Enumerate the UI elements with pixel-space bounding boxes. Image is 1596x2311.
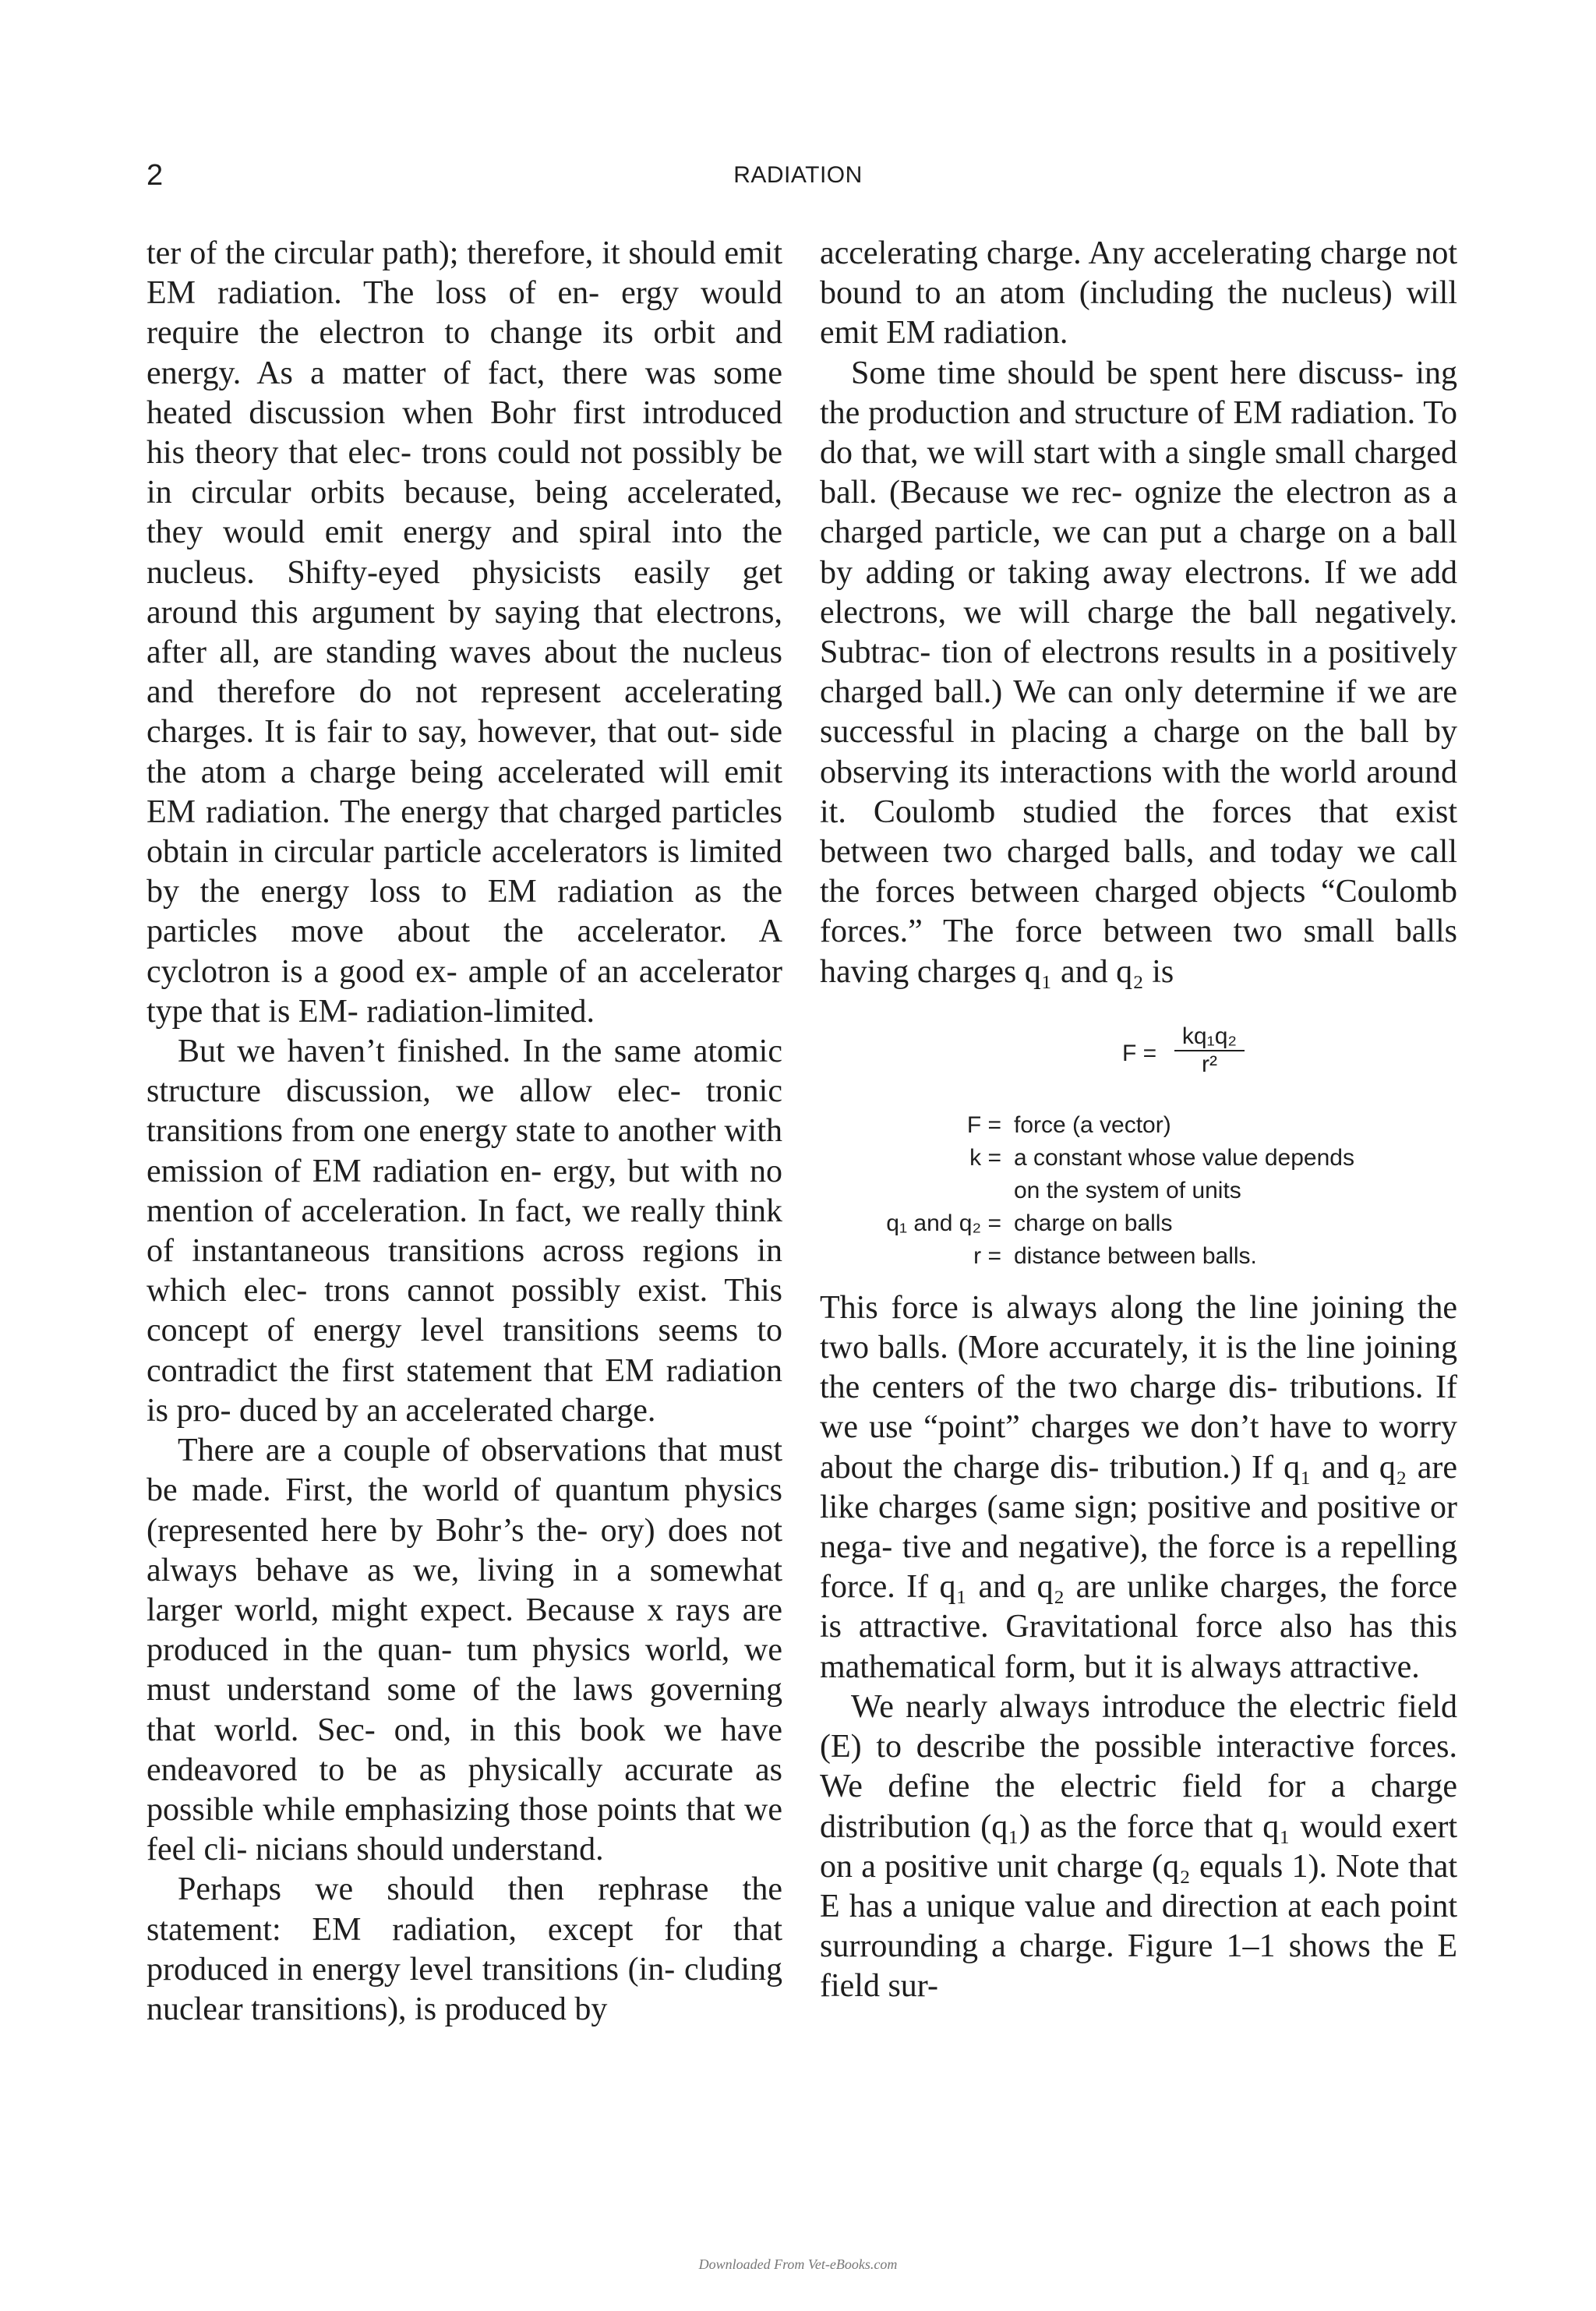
text-line: energy level transitions seems to contradict — [147, 1313, 783, 1389]
text-line: tronic transitions from one energy state to — [147, 1073, 782, 1150]
text-line: ergy, but with no mention of acceleration. — [147, 1153, 783, 1229]
text-line: tion of electrons results in a positively — [941, 634, 1458, 671]
paragraph — [820, 234, 1457, 354]
text-line: emphasizing those points that we feel cli- — [147, 1791, 782, 1868]
text-line: charged particles obtain in circular particle — [147, 793, 783, 871]
text-line: would exert on a positive unit charge (q₂ — [820, 1808, 1457, 1885]
text-line: charges. It is fair to say, however, that out- — [147, 714, 720, 751]
text-line: statement: EM radiation, except for that — [147, 1911, 782, 1948]
text-line: another with emission of EM radiation en- — [147, 1113, 783, 1189]
text-line: EM radiation as the particles move about — [147, 874, 783, 950]
text-line: the first statement that EM radiation is pro- — [147, 1352, 782, 1429]
definition-description: force (a vector) — [1014, 1111, 1171, 1138]
text-line: This force is always along the line joining — [820, 1289, 1404, 1326]
text-line: nucleus) will emit EM radiation. — [820, 275, 1457, 352]
text-line: cluding nuclear transitions), is produced by — [147, 1951, 782, 2027]
text-line: force. If q₁ and q₂ are unlike charges, the — [820, 1569, 1379, 1606]
paragraph — [820, 1288, 1457, 1687]
left-column — [147, 234, 782, 2030]
definition-term: r = — [973, 1242, 1001, 1269]
text-line: there was some heated discussion when — [147, 355, 782, 431]
text-line: equals 1). Note that E has a unique value — [820, 1848, 1457, 1924]
text-line: charged objects “Coulomb forces.” The — [820, 874, 1457, 950]
coulomb-formula — [820, 992, 1457, 1094]
running-head: RADIATION — [733, 162, 863, 188]
text-line: force between two small balls having — [820, 913, 1458, 990]
definition-term: F = — [966, 1111, 1001, 1138]
text-line: forces that exist between two charged balls, — [820, 793, 1458, 871]
definition-description: on the system of units — [1014, 1177, 1241, 1203]
text-line: (same sign; positive and positive or nega- — [820, 1489, 1457, 1566]
formula-fraction — [1174, 1023, 1245, 1078]
text-line: charged ball.) We can only determine if we — [820, 674, 1407, 711]
text-line: some of the laws governing that world. Sec- — [147, 1672, 782, 1748]
text-line: must be made. First, the world of quantum — [147, 1433, 783, 1509]
text-line: world around it. Coulomb studied the — [820, 754, 1457, 830]
text-line: emit energy and spiral into the nucleus. — [147, 514, 782, 591]
text-line: will emit EM radiation. The energy that — [147, 754, 782, 830]
text-line: We nearly always introduce the electric — [851, 1688, 1386, 1725]
formula-denominator: r² — [1202, 1051, 1217, 1077]
text-line: ter of the circular path); therefore, it — [147, 235, 620, 271]
text-line: forces. We define the electric field for a — [820, 1729, 1457, 1805]
right-column-top-text — [820, 234, 1457, 992]
formula-lhs: F = — [1122, 1040, 1157, 1066]
text-line: accelerators is limited by the energy loss to — [147, 834, 782, 910]
paragraph — [820, 1687, 1457, 2007]
text-line: are standing waves about the nucleus and — [147, 634, 783, 711]
page-number: 2 — [147, 159, 164, 192]
text-line: duced by an accelerated charge. — [239, 1392, 656, 1429]
text-line: transitions across regions in which elec- — [147, 1233, 783, 1309]
text-line: we can put a charge on a ball by adding or — [820, 514, 1458, 591]
text-line: ergy would require the electron to change — [147, 275, 783, 352]
text-line: we will charge the ball negatively. Subtrac- — [820, 594, 1457, 671]
text-line: charge distribution (q₁) as the force that q₁ — [820, 1769, 1458, 1845]
text-line: in a somewhat larger world, might expect. — [147, 1552, 782, 1628]
definition-term: k = — [969, 1144, 1001, 1171]
text-line: argument by saying that electrons, after all, — [147, 594, 783, 671]
text-line: ond, in this book we have endeavored to — [147, 1712, 783, 1788]
text-line: therefore do not represent accelerating — [217, 674, 783, 711]
text-line: Bohr first introduced his theory that elec- — [147, 394, 782, 472]
definition-description: a constant whose value depends — [1014, 1144, 1354, 1171]
right-column — [820, 234, 1457, 2007]
definition-description: charge on balls — [1014, 1210, 1173, 1236]
text-line: But we haven’t finished. In the same — [178, 1034, 682, 1070]
formula-numerator: kq₁q₂ — [1174, 1023, 1245, 1051]
text-line: tributions. If we use “point” charges we — [820, 1369, 1458, 1446]
text-line: taking away electrons. If we add electrons, — [820, 554, 1458, 631]
paragraph — [820, 354, 1457, 992]
text-line: ory) does not always behave as we, living — [147, 1512, 783, 1588]
definition-term: q₁ and q₂ = — [886, 1210, 1001, 1236]
text-line: radiation-limited. — [366, 993, 595, 1030]
paragraph — [147, 1870, 782, 2030]
text-line: should emit EM radiation. The loss of en- — [147, 235, 783, 312]
text-line: joining the centers of the two charge dis- — [820, 1330, 1457, 1406]
text-line: In fact, we really think of instantaneous — [147, 1193, 782, 1270]
text-line: trons cannot possibly exist. This concept of — [147, 1273, 782, 1349]
text-line: There are a couple of observations that — [178, 1433, 708, 1469]
text-line: tive and negative), the force is a repelling — [902, 1529, 1457, 1566]
text-line: physics (represented here by Bohr’s the- — [147, 1472, 782, 1549]
paragraph — [147, 1032, 782, 1431]
text-line: ball by observing its interactions with the — [820, 714, 1457, 790]
text-line: radiation. To do that, we will start with a — [820, 394, 1457, 472]
text-line: are successful in placing a charge on the — [820, 674, 1458, 751]
text-line: single small charged ball. (Because we rec- — [820, 435, 1457, 511]
text-line: ognize the electron as a charged particle, — [820, 475, 1458, 551]
definition-description: distance between balls. — [1014, 1242, 1257, 1269]
text-line: ample of an accelerator type that is EM- — [147, 953, 782, 1030]
text-line: Some time should be spent here discuss- — [851, 355, 1404, 391]
text-line: Perhaps we should then rephrase the — [178, 1871, 782, 1908]
paragraph — [147, 234, 782, 1032]
text-line: be as physically accurate as possible while — [147, 1751, 782, 1828]
text-line: tum physics world, we must understand — [147, 1632, 782, 1709]
text-line: nicians should understand. — [255, 1832, 604, 1868]
text-line: charge. Figure 1–1 shows the E field sur- — [820, 1928, 1457, 2005]
text-line: accelerating charge. Any accelerating — [820, 235, 1312, 271]
text-line: and today we call the forces between — [820, 834, 1458, 910]
text-line: and direction at each point surrounding a — [820, 1888, 1458, 1965]
text-line: tribution.) If q₁ and q₂ are like charges — [820, 1449, 1457, 1525]
text-line: don’t have to worry about the charge dis- — [820, 1409, 1458, 1486]
text-line: Because x rays are produced in the quan- — [147, 1592, 783, 1669]
text-line: produced in energy level transitions (in- — [147, 1951, 676, 1988]
text-line: charges q₁ and q₂ is — [916, 953, 1174, 990]
text-line: because, being accelerated, they would — [147, 475, 783, 551]
text-line: side the atom a charge being accelerated — [147, 714, 783, 790]
text-line: Shifty-eyed physicists easily get around this — [147, 554, 782, 631]
text-line: trons could not possibly be in circular orbits — [147, 435, 782, 511]
right-column-bottom-text — [820, 1288, 1457, 2007]
text-line: ing the production and structure of EM — [820, 355, 1457, 431]
text-line: charge not bound to an atom (including the — [820, 235, 1457, 312]
variable-definitions — [820, 1094, 1457, 1288]
text-line: the accelerator. A cyclotron is a good ex- — [147, 913, 782, 990]
text-line: its orbit and energy. As a matter of fact, — [147, 315, 782, 391]
paragraph — [147, 1431, 782, 1870]
text-line: the two balls. (More accurately, it is the line — [820, 1289, 1457, 1366]
text-line: has this mathematical form, but it is always — [820, 1609, 1458, 1685]
text-line: attractive. — [1290, 1648, 1420, 1685]
text-line: atomic structure discussion, we allow elec- — [147, 1034, 782, 1110]
text-line: force is attractive. Gravitational force also — [820, 1569, 1457, 1645]
text-line: field (E) to describe the possible interactive — [820, 1688, 1458, 1765]
download-watermark: Downloaded From Vet-eBooks.com — [698, 2256, 898, 2272]
